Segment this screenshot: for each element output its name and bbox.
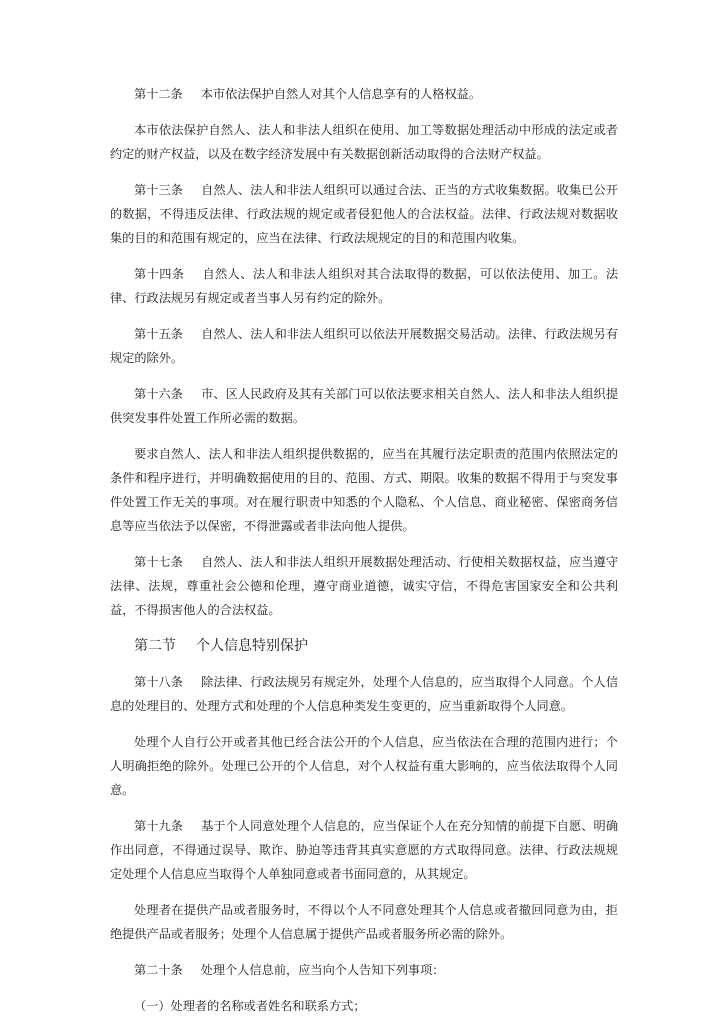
list-item (110, 994, 618, 1018)
paragraph-article-20 (110, 958, 618, 982)
paragraph (110, 442, 618, 538)
paragraph-article-13 (110, 178, 618, 250)
paragraph (110, 898, 618, 946)
paragraph (110, 730, 618, 802)
paragraph-text: 处理个人自行公开或者其他已经合法公开的个人信息，应当依法在合理的范围内进行；个人明确拒绝的除外。处理已公开的个人信息，对个人权益有重大影响的，应当依法取得个人同意。 (110, 735, 618, 797)
paragraph-article-15 (110, 322, 618, 370)
paragraph-text: 本市依法保护自然人对其个人信息享有的人格权益。 (200, 87, 482, 101)
paragraph-article-18 (110, 670, 618, 718)
paragraph-article-16 (110, 382, 618, 430)
article-number: 第十七条 (134, 555, 184, 569)
article-number: 第十五条 (134, 327, 184, 341)
paragraph-text: 处理者在提供产品或者服务时，不得以个人不同意处理其个人信息或者撤回同意为由，拒绝提供产品或者服务；处理个人信息属于提供产品或者服务所必需的除外。 (110, 903, 618, 941)
section-heading (110, 634, 618, 658)
paragraph-text: 处理个人信息前，应当向个人告知下列事项： (200, 963, 445, 977)
section-number: 第二节 (134, 638, 176, 654)
paragraph-text: 市、区人民政府及其有关部门可以依法要求相关自然人、法人和非法人组织提供突发事件处置工作所必需的数据。 (110, 387, 619, 425)
article-number: 第十四条 (134, 267, 185, 281)
paragraph-text: 除法律、行政法规另有规定外，处理个人信息的，应当取得个人同意。个人信息的处理目的、处理方式和处理的个人信息种类发生变更的，应当重新取得个人同意。 (110, 675, 619, 713)
article-number: 第二十条 (134, 963, 183, 977)
article-number: 第十九条 (134, 819, 184, 833)
section-title: 个人信息特别保护 (196, 638, 308, 654)
document-page (110, 82, 618, 1030)
paragraph-article-17 (110, 550, 618, 622)
paragraph-text: 自然人、法人和非法人组织开展数据处理活动、行使相关数据权益，应当遵守法律、法规，尊重社会公德和伦理，遵守商业道德，诚实守信，不得危害国家安全和公共利益，不得损害他人的合法权益。 (110, 555, 619, 617)
article-number: 第十六条 (134, 387, 184, 401)
article-number: 第十八条 (134, 675, 184, 689)
list-item-text: （一）处理者的名称或者姓名和联系方式； (134, 999, 366, 1013)
paragraph-text: 要求自然人、法人和非法人组织提供数据的，应当在其履行法定职责的范围内依照法定的条件和程序进行，并明确数据使用的目的、范围、方式、期限。收集的数据不得用于与突发事件处置工作无关的事项。对在履行职责中知悉的个人隐私、个人信息、商业秘密、保密商务信息等应当依法予以保密，不得泄露或者非法向他人提供。 (110, 447, 618, 533)
paragraph-article-14 (110, 262, 618, 310)
paragraph-article-19 (110, 814, 618, 886)
paragraph-text: 自然人、法人和非法人组织对其合法取得的数据，可以依法使用、加工。法律、行政法规另有规定或者当事人另有约定的除外。 (110, 267, 619, 305)
paragraph (110, 118, 618, 166)
paragraph-article-12 (110, 82, 618, 106)
paragraph-text: 自然人、法人和非法人组织可以通过合法、正当的方式收集数据。收集已公开的数据，不得违反法律、行政法规的规定或者侵犯他人的合法权益。法律、行政法规对数据收集的目的和范围有规定的，应当在法律、行政法规规定的目的和范围内收集。 (110, 183, 619, 245)
article-number: 第十二条 (134, 87, 183, 101)
paragraph-text: 本市依法保护自然人、法人和非法人组织在使用、加工等数据处理活动中形成的法定或者约定的财产权益，以及在数字经济发展中有关数据创新活动取得的合法财产权益。 (110, 123, 618, 161)
article-number: 第十三条 (134, 183, 184, 197)
paragraph-text: 自然人、法人和非法人组织可以依法开展数据交易活动。法律、行政法规另有规定的除外。 (110, 327, 619, 365)
paragraph-text: 基于个人同意处理个人信息的，应当保证个人在充分知情的前提下自愿、明确作出同意，不得通过误导、欺诈、胁迫等违背其真实意愿的方式取得同意。法律、行政法规规定处理个人信息应当取得个人单独同意或者书面同意的，从其规定。 (110, 819, 619, 881)
